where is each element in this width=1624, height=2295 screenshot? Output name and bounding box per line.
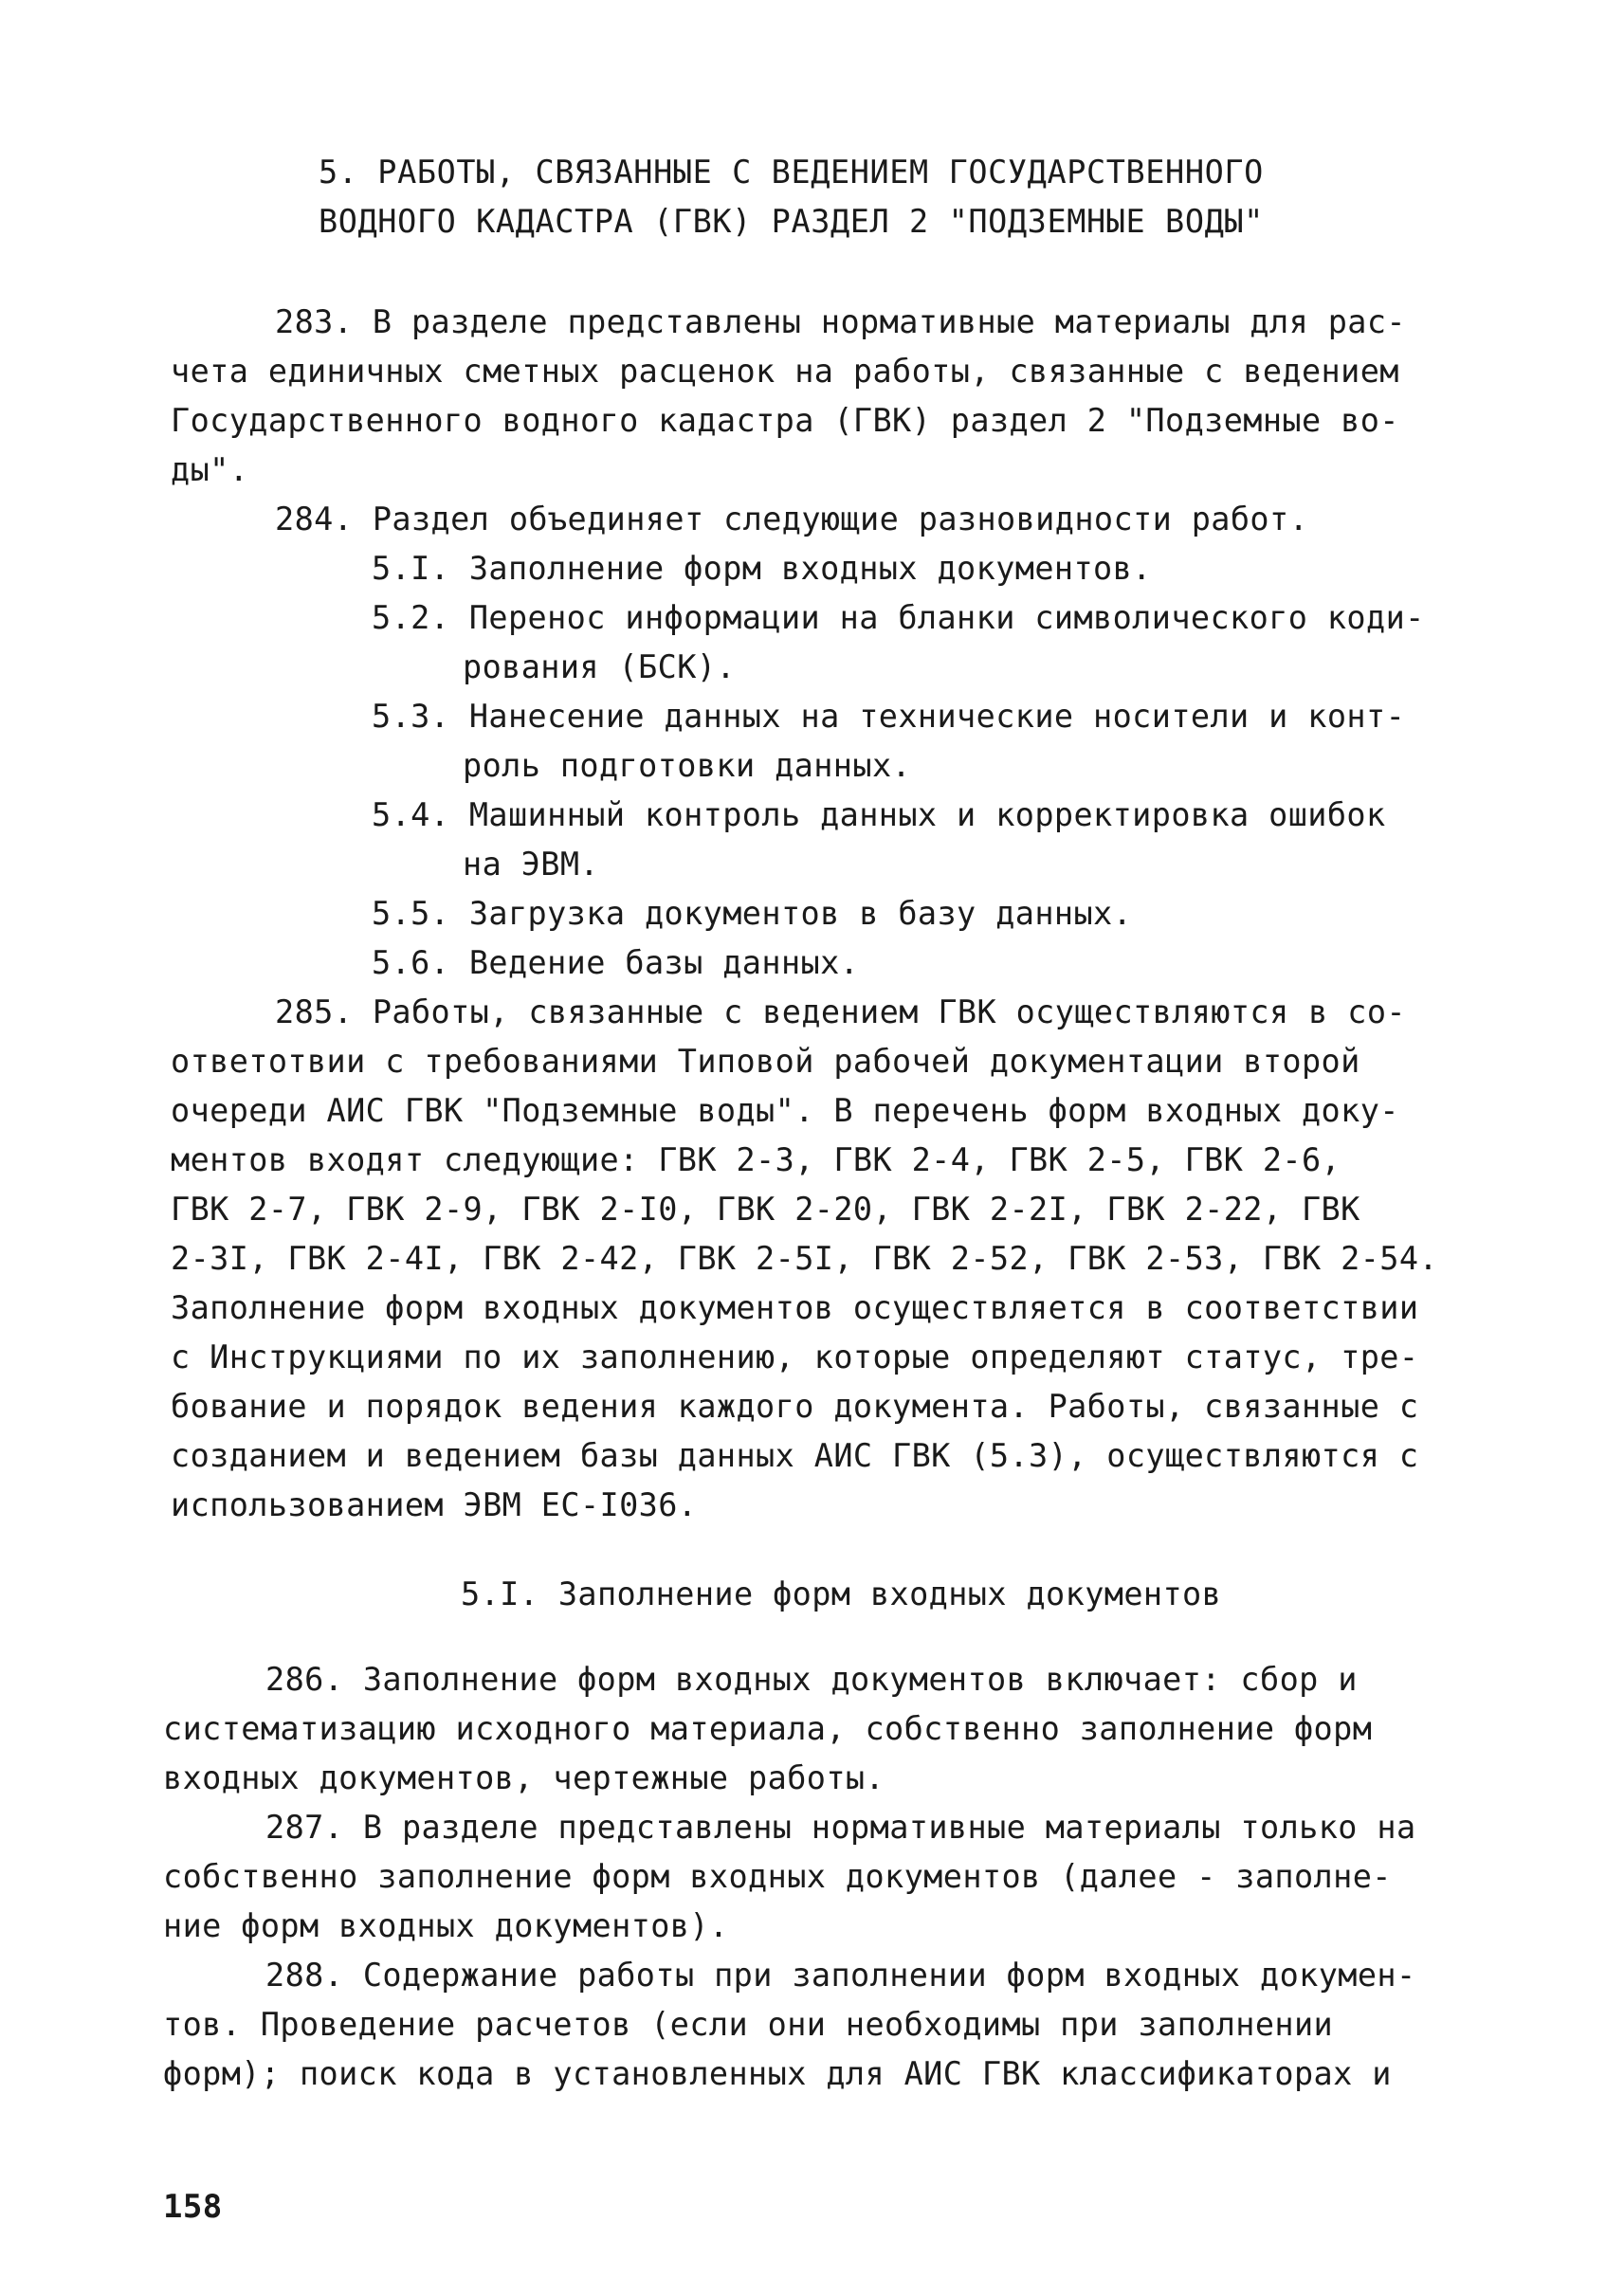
paragraph-line: тов. Проведение расчетов (если они необходимы при заполнении: [163, 2006, 1334, 2043]
paragraph-line: 285. Работы, связанные с ведением ГВК осуществляются в со-: [275, 993, 1406, 1030]
page-number: 158: [163, 2188, 223, 2226]
paragraph-line: ГВК 2-7, ГВК 2-9, ГВК 2-I0, ГВК 2-20, ГВК 2-2I, ГВК 2-22, ГВК: [171, 1191, 1360, 1228]
paragraph-line: ментов входят следующие: ГВК 2-3, ГВК 2-4, ГВК 2-5, ГВК 2-6,: [171, 1141, 1341, 1178]
paragraph-line: Государственного водного кадастра (ГВК) раздел 2 "Подземные во-: [171, 402, 1399, 439]
paragraph-line: 286. Заполнение форм входных документов включает: сбор и: [265, 1661, 1358, 1698]
paragraph-line: 2-3I, ГВК 2-4I, ГВК 2-42, ГВК 2-5I, ГВК 2-52, ГВК 2-53, ГВК 2-54.: [171, 1240, 1438, 1277]
paragraph-line: ние форм входных документов).: [163, 1907, 729, 1944]
paragraph-line: 287. В разделе представлены нормативные материалы только на: [265, 1809, 1416, 1846]
paragraph-line: использованием ЭВМ ЕС-I036.: [171, 1486, 698, 1523]
paragraph-line: собственно заполнение форм входных документов (далее - заполне-: [163, 1858, 1392, 1895]
subsection-heading: 5.I. Заполнение форм входных документов: [461, 1576, 1222, 1612]
list-item: 5.I. Заполнение форм входных документов.: [372, 550, 1152, 587]
paragraph-line: чета единичных сметных расценок на работы, связанные с ведением: [171, 353, 1399, 390]
paragraph-line: 284. Раздел объединяет следующие разновидности работ.: [275, 501, 1309, 537]
list-item: 5.2. Перенос информации на бланки символического коди-: [372, 599, 1425, 636]
paragraph-line: ответотвии с требованиями Типовой рабочей документации второй: [171, 1043, 1360, 1080]
paragraph-line: с Инструкциями по их заполнению, которые определяют статус, тре-: [171, 1339, 1419, 1375]
paragraph-line: систематизацию исходного материала, собственно заполнение форм: [163, 1710, 1373, 1747]
paragraph-line: 288. Содержание работы при заполнении форм входных докумен-: [265, 1957, 1416, 1994]
list-item-continuation: на ЭВМ.: [463, 846, 599, 883]
list-item: 5.5. Загрузка документов в базу данных.: [372, 895, 1133, 932]
paragraph-line: созданием и ведением базы данных АИС ГВК (5.3), осуществляются с: [171, 1437, 1419, 1474]
paragraph-line: бование и порядок ведения каждого документа. Работы, связанные с: [171, 1388, 1419, 1425]
paragraph-line: входных документов, чертежные работы.: [163, 1759, 885, 1796]
list-item: 5.4. Машинный контроль данных и корректировка ошибок: [372, 796, 1386, 833]
list-item: 5.6. Ведение базы данных.: [372, 944, 860, 981]
list-item: 5.3. Нанесение данных на технические носители и конт-: [372, 698, 1406, 735]
paragraph-line: очереди АИС ГВК "Подземные воды". В перечень форм входных доку-: [171, 1092, 1399, 1129]
paragraph-line: 283. В разделе представлены нормативные материалы для рас-: [275, 303, 1406, 340]
section-title-line-1: 5. РАБОТЫ, СВЯЗАННЫЕ С ВЕДЕНИЕМ ГОСУДАРСТВЕННОГО: [319, 154, 1264, 191]
section-title-line-2: ВОДНОГО КАДАСТРА (ГВК) РАЗДЕЛ 2 "ПОДЗЕМНЫЕ ВОДЫ": [319, 203, 1264, 240]
paragraph-line: ды".: [171, 451, 249, 488]
list-item-continuation: роль подготовки данных.: [463, 747, 912, 784]
paragraph-line: форм); поиск кода в установленных для АИС ГВК классификаторах и: [163, 2055, 1392, 2092]
list-item-continuation: рования (БСК).: [463, 648, 736, 685]
paragraph-line: Заполнение форм входных документов осуществляется в соответствии: [171, 1289, 1419, 1326]
